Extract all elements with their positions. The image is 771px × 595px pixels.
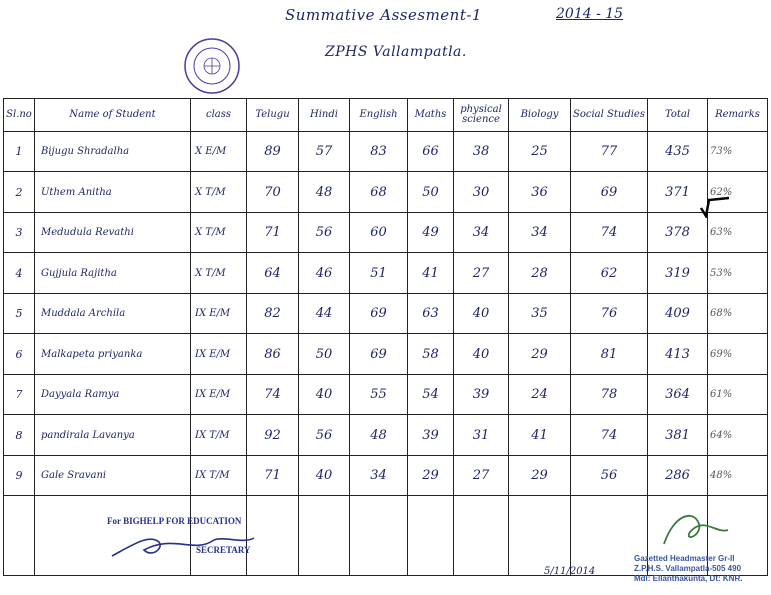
remark: 61% — [708, 374, 768, 414]
total-mark: 409 — [648, 293, 708, 333]
social-studies-mark: 77 — [571, 132, 648, 172]
telugu-mark: 71 — [247, 212, 299, 252]
column-header: Maths — [408, 99, 454, 132]
document-title: Summative Assesment-1 — [285, 6, 482, 24]
biology-mark: 29 — [509, 455, 571, 495]
remark: 69% — [708, 334, 768, 374]
column-header: English — [350, 99, 408, 132]
physical-science-mark: 40 — [454, 334, 509, 374]
serial-number: 2 — [4, 172, 35, 212]
biology-mark: 29 — [509, 334, 571, 374]
class-cell: IX E/M — [191, 293, 247, 333]
maths-mark: 66 — [408, 132, 454, 172]
hindi-mark: 48 — [299, 172, 350, 212]
secretary-stamp — [104, 514, 274, 564]
maths-mark: 54 — [408, 374, 454, 414]
table-row — [4, 293, 768, 333]
physical-science-mark: 38 — [454, 132, 509, 172]
english-mark: 60 — [350, 212, 408, 252]
hindi-mark: 44 — [299, 293, 350, 333]
student-name: Gale Sravani — [35, 455, 191, 495]
column-header: Total — [648, 99, 708, 132]
hindi-mark: 40 — [299, 374, 350, 414]
telugu-mark: 70 — [247, 172, 299, 212]
telugu-mark: 71 — [247, 455, 299, 495]
empty-cell — [408, 496, 454, 576]
student-name: pandirala Lavanya — [35, 415, 191, 455]
maths-mark: 49 — [408, 212, 454, 252]
stamp-school: Z.P.H.S. Vallampatla-505 490 — [634, 564, 742, 573]
empty-cell — [299, 496, 350, 576]
column-header: physical science — [454, 99, 509, 132]
school-seal-icon — [182, 36, 242, 96]
hindi-mark: 56 — [299, 415, 350, 455]
stamp-org-text: For BIGHELP FOR EDUCATION — [107, 516, 242, 526]
biology-mark: 24 — [509, 374, 571, 414]
student-name: Uthem Anitha — [35, 172, 191, 212]
hindi-mark: 57 — [299, 132, 350, 172]
telugu-mark: 86 — [247, 334, 299, 374]
table-row — [4, 132, 768, 172]
headmaster-stamp — [634, 504, 769, 584]
signature-icon — [104, 514, 274, 564]
empty-cell — [4, 496, 35, 576]
serial-number: 8 — [4, 415, 35, 455]
table-row — [4, 334, 768, 374]
academic-year: 2014 - 15 — [556, 6, 624, 22]
telugu-mark: 89 — [247, 132, 299, 172]
physical-science-mark: 27 — [454, 253, 509, 293]
hindi-mark: 56 — [299, 212, 350, 252]
maths-mark: 39 — [408, 415, 454, 455]
serial-number: 7 — [4, 374, 35, 414]
column-header: Telugu — [247, 99, 299, 132]
serial-number: 9 — [4, 455, 35, 495]
total-mark: 286 — [648, 455, 708, 495]
class-cell: IX E/M — [191, 334, 247, 374]
social-studies-mark: 69 — [571, 172, 648, 212]
table-row — [4, 374, 768, 414]
class-cell: X T/M — [191, 172, 247, 212]
biology-mark: 35 — [509, 293, 571, 333]
table-row — [4, 212, 768, 252]
student-name: Dayyala Ramya — [35, 374, 191, 414]
serial-number: 5 — [4, 293, 35, 333]
social-studies-mark: 62 — [571, 253, 648, 293]
remark: 63% — [708, 212, 768, 252]
english-mark: 68 — [350, 172, 408, 212]
social-studies-mark: 56 — [571, 455, 648, 495]
total-mark: 319 — [648, 253, 708, 293]
hindi-mark: 46 — [299, 253, 350, 293]
social-studies-mark: 74 — [571, 212, 648, 252]
student-name: Malkapeta priyanka — [35, 334, 191, 374]
signature-icon — [654, 504, 734, 554]
english-mark: 69 — [350, 293, 408, 333]
stamp-address: Mdl: Ellanthakunta, Dt: KNR. — [634, 574, 743, 583]
class-cell: X T/M — [191, 253, 247, 293]
remark: 53% — [708, 253, 768, 293]
physical-science-mark: 31 — [454, 415, 509, 455]
signature-date: 5/11/2014 — [544, 566, 596, 577]
table-row — [4, 253, 768, 293]
physical-science-mark: 40 — [454, 293, 509, 333]
biology-mark: 36 — [509, 172, 571, 212]
english-mark: 69 — [350, 334, 408, 374]
student-name: Muddala Archila — [35, 293, 191, 333]
physical-science-mark: 34 — [454, 212, 509, 252]
serial-number: 4 — [4, 253, 35, 293]
column-header: class — [191, 99, 247, 132]
remark: 68% — [708, 293, 768, 333]
column-header: Hindi — [299, 99, 350, 132]
column-header: Sl.no — [4, 99, 35, 132]
biology-mark: 28 — [509, 253, 571, 293]
total-mark: 378 — [648, 212, 708, 252]
total-mark: 381 — [648, 415, 708, 455]
empty-cell — [454, 496, 509, 576]
maths-mark: 41 — [408, 253, 454, 293]
student-name: Medudula Revathi — [35, 212, 191, 252]
class-cell: IX T/M — [191, 415, 247, 455]
maths-mark: 50 — [408, 172, 454, 212]
social-studies-mark: 76 — [571, 293, 648, 333]
column-header: Name of Student — [35, 99, 191, 132]
serial-number: 1 — [4, 132, 35, 172]
biology-mark: 41 — [509, 415, 571, 455]
table-row — [4, 172, 768, 212]
column-header: Biology — [509, 99, 571, 132]
telugu-mark: 92 — [247, 415, 299, 455]
english-mark: 48 — [350, 415, 408, 455]
class-cell: IX E/M — [191, 374, 247, 414]
student-name: Gujjula Rajitha — [35, 253, 191, 293]
total-mark: 435 — [648, 132, 708, 172]
stamp-title-text: SECRETARY — [196, 545, 251, 555]
empty-cell — [509, 496, 571, 576]
serial-number: 6 — [4, 334, 35, 374]
total-mark: 371 — [648, 172, 708, 212]
english-mark: 83 — [350, 132, 408, 172]
school-name: ZPHS Vallampatla. — [325, 44, 467, 60]
maths-mark: 29 — [408, 455, 454, 495]
social-studies-mark: 81 — [571, 334, 648, 374]
remark: 62% — [708, 172, 768, 212]
english-mark: 51 — [350, 253, 408, 293]
empty-cell — [350, 496, 408, 576]
telugu-mark: 74 — [247, 374, 299, 414]
telugu-mark: 82 — [247, 293, 299, 333]
serial-number: 3 — [4, 212, 35, 252]
remark: 48% — [708, 455, 768, 495]
physical-science-mark: 39 — [454, 374, 509, 414]
table-row — [4, 415, 768, 455]
check-mark-icon — [697, 194, 731, 218]
table-header-row — [4, 99, 768, 132]
english-mark: 55 — [350, 374, 408, 414]
social-studies-mark: 74 — [571, 415, 648, 455]
social-studies-mark: 78 — [571, 374, 648, 414]
total-mark: 364 — [648, 374, 708, 414]
student-name: Bijugu Shradalha — [35, 132, 191, 172]
biology-mark: 25 — [509, 132, 571, 172]
telugu-mark: 64 — [247, 253, 299, 293]
physical-science-mark: 27 — [454, 455, 509, 495]
class-cell: IX T/M — [191, 455, 247, 495]
remark: 73% — [708, 132, 768, 172]
stamp-designation: Gazetted Headmaster Gr-II — [634, 554, 735, 563]
total-mark: 413 — [648, 334, 708, 374]
biology-mark: 34 — [509, 212, 571, 252]
hindi-mark: 40 — [299, 455, 350, 495]
maths-mark: 58 — [408, 334, 454, 374]
physical-science-mark: 30 — [454, 172, 509, 212]
english-mark: 34 — [350, 455, 408, 495]
remark: 64% — [708, 415, 768, 455]
maths-mark: 63 — [408, 293, 454, 333]
class-cell: X T/M — [191, 212, 247, 252]
column-header: Remarks — [708, 99, 768, 132]
hindi-mark: 50 — [299, 334, 350, 374]
column-header: Social Studies — [571, 99, 648, 132]
table-row — [4, 455, 768, 495]
class-cell: X E/M — [191, 132, 247, 172]
